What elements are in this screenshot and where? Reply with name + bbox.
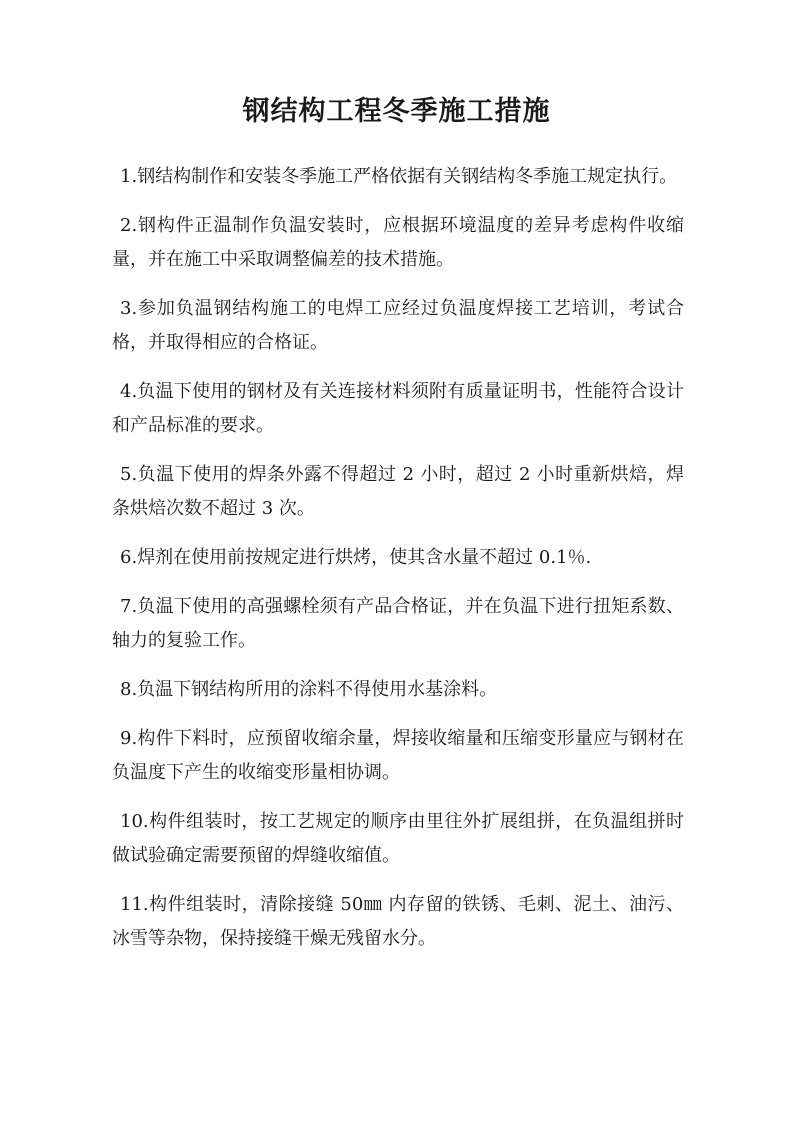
paragraph-8: [112, 673, 684, 707]
paragraph-number: 3.: [120, 298, 138, 319]
paragraph-text: 焊剂在使用前按规定进行烘烤，使其含水量不超过 0.1％.: [137, 547, 592, 568]
paragraph-text: 构件组装时，清除接缝 50㎜ 内存留的铁锈、毛刺、泥土、油污、冰雪等杂物，保持接缝干燥无残留水分。: [112, 894, 684, 949]
paragraph-text: 钢结构制作和安装冬季施工严格依据有关钢结构冬季施工规定执行。: [137, 166, 678, 187]
paragraph-number: 11.: [120, 894, 149, 915]
paragraph-text: 负温下钢结构所用的涂料不得使用水基涂料。: [137, 679, 498, 700]
paragraph-number: 5.: [120, 464, 138, 485]
paragraph-number: 2.: [120, 215, 138, 236]
paragraph-number: 1.: [120, 166, 138, 187]
paragraph-text: 负温下使用的钢材及有关连接材料须附有质量证明书，性能符合设计和产品标准的要求。: [112, 381, 684, 436]
paragraph-text: 负温下使用的焊条外露不得超过 2 小时，超过 2 小时重新烘焙，焊条烘焙次数不超过 3 次。: [112, 464, 684, 519]
paragraph-number: 10.: [120, 811, 149, 832]
paragraph-number: 7.: [120, 596, 138, 617]
document-body: [112, 160, 684, 971]
paragraph-7: [112, 590, 684, 658]
paragraph-text: 参加负温钢结构施工的电焊工应经过负温度焊接工艺培训，考试合格，并取得相应的合格证。: [112, 298, 684, 353]
paragraph-3: [112, 292, 684, 360]
paragraph-6: [112, 541, 684, 575]
paragraph-number: 6.: [120, 547, 138, 568]
paragraph-10: [112, 805, 684, 873]
paragraph-text: 构件下料时，应预留收缩余量，焊接收缩量和压缩变形量应与钢材在负温度下产生的收缩变形量相协调。: [112, 728, 684, 783]
paragraph-text: 钢构件正温制作负温安装时，应根据环境温度的差异考虑构件收缩量，并在施工中采取调整偏差的技术措施。: [112, 215, 684, 270]
paragraph-number: 8.: [120, 679, 138, 700]
paragraph-5: [112, 458, 684, 526]
paragraph-4: [112, 375, 684, 443]
paragraph-text: 负温下使用的高强螺栓须有产品合格证，并在负温下进行扭矩系数、轴力的复验工作。: [112, 596, 684, 651]
document-title: 钢结构工程冬季施工措施: [242, 96, 551, 127]
paragraph-2: [112, 209, 684, 277]
paragraph-number: 9.: [120, 728, 138, 749]
paragraph-number: 4.: [120, 381, 138, 402]
paragraph-text: 构件组装时，按工艺规定的顺序由里往外扩展组拼，在负温组拼时做试验确定需要预留的焊缝收缩值。: [112, 811, 684, 866]
paragraph-11: [112, 888, 684, 956]
paragraph-9: [112, 722, 684, 790]
paragraph-1: [112, 160, 684, 194]
